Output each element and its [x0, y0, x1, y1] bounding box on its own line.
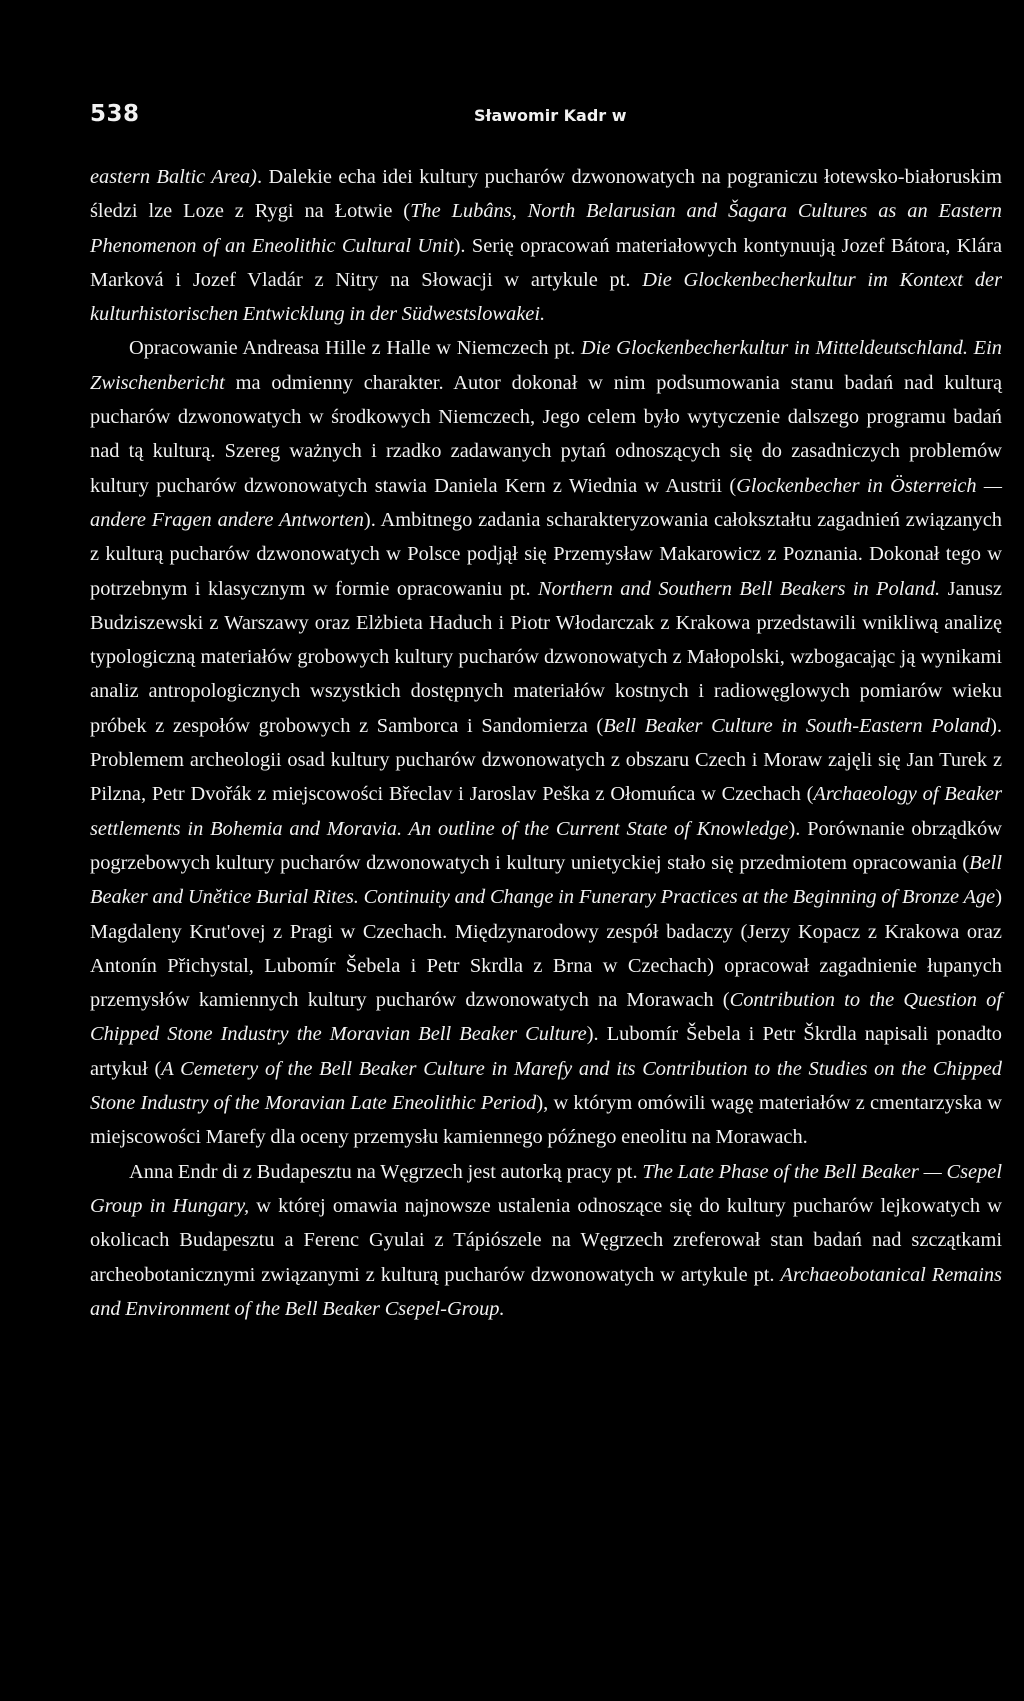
text-run: ma odmienny charakter. Autor dokonał w nim podsumowania stanu badań nad kulturą pucharów dzwonowatych w środkowych Niemczech, Jego celem było wytyczenie dalszego programu badań nad tą kulturą. Szereg ważnych i rzadko zadawanych pytań odnoszących się do zasadniczych problemów kultury pucharów dzwonowatych stawia Daniela Kern z Wiednia w Austrii ( — [90, 371, 1002, 497]
paragraph-2 — [90, 331, 1002, 1154]
text-run: Anna Endr di z Budapesztu na Węgrzech jest autorką pracy pt. — [129, 1160, 643, 1183]
paragraph-3 — [90, 1155, 1002, 1326]
cited-title: eastern Baltic Area) — [90, 166, 257, 188]
cited-title: The Late Phase of the Bell Beaker — Csepel Group in Hungary, — [90, 1160, 1002, 1217]
cited-title: Glockenbecher in Österreich — andere Fragen andere Antworten — [90, 474, 1003, 531]
text-run: ), w którym omówili wagę materiałów z cmentarzyska w miejscowości Marefy dla oceny przemysłu kamiennego późnego eneolitu na Morawach. — [90, 1092, 1002, 1149]
text-run: ). Porównanie obrządków pogrzebowych kultury pucharów dzwonowatych i kultury unietyckiej stało się przedmiotem opracowania ( — [90, 817, 1003, 874]
text-run: w której omawia najnowsze ustalenia odnoszące się do kultury pucharów lejkowatych w okolicach Budapesztu a Ferenc Gyulai z Tápiószele na Węgrzech zreferował stan badań nad szczątkami archeobotanicznymi związanymi z kulturą pucharów dzwonowatych w artykule pt. — [90, 1194, 1002, 1286]
text-run: ) Magdaleny Krut'ovej z Pragi w Czechach. Międzynarodowy zespół badaczy (Jerzy Kopacz z Krakowa oraz Antonín Přichystal, Lubomír Šebela i Petr Skrdla z Brna w Czechach) opracował zagadnienie łupanych przemysłów kamiennych kultury pucharów dzwonowatych na Morawach ( — [90, 886, 1002, 1012]
page-header — [90, 101, 950, 131]
running-head-author: Sławomir Kadr w — [474, 106, 627, 125]
cited-title: Die Glockenbecherkultur in Mitteldeutschland. Ein Zwischenbericht — [90, 337, 1002, 394]
cited-title: Bell Beaker Culture in South-Eastern Poland — [603, 714, 991, 737]
text-run: . Dalekie echa idei kultury pucharów dzwonowatych na pograniczu łotewsko-białoruskim śledzi lze Loze z Rygi na Łotwie ( — [90, 166, 1002, 223]
cited-title: Bell Beaker and Unětice Burial Rites. Continuity and Change in Funerary Practices at the Beginning of Bronze Age — [90, 851, 1002, 909]
cited-title: The Lubâns, North Belarusian and Šagara Cultures as an Eastern Phenomenon of an Eneolithic Cultural Unit — [90, 200, 1002, 257]
text-run: ). Lubomír Šebela i Petr Škrdla napisali ponadto artykuł ( — [90, 1023, 1003, 1080]
paragraph-1 — [90, 160, 1002, 331]
page-number: 538 — [90, 101, 140, 127]
cited-title: Die Glockenbecherkultur im Kontext der kulturhistorischen Entwicklung in der Südwestslowakei. — [90, 268, 1003, 326]
body-text — [90, 160, 1002, 1326]
cited-title: A Cemetery of the Bell Beaker Culture in Marefy and its Contribution to the Studies on the Chipped Stone Industry of the Moravian Late Eneolithic Period — [90, 1057, 1002, 1115]
text-run: Opracowanie Andreasa Hille z Halle w Niemczech pt. — [129, 337, 581, 360]
cited-title: Contribution to the Question of Chipped Stone Industry the Moravian Bell Beaker Culture — [90, 989, 1002, 1046]
text-run: ). Serię opracowań materiałowych kontynuują Jozef Bátora, Klára Marková i Jozef Vladár z Nitry na Słowacji w artykule pt. — [90, 234, 1002, 291]
cited-title: Archaeobotanical Remains and Environment of the Bell Beaker Csepel-Group. — [90, 1263, 1002, 1320]
text-run: Janusz Budziszewski z Warszawy oraz Elżbieta Haduch i Piotr Włodarczak z Krakowa przedstawili wnikliwą analizę typologiczną materiałów grobowych kultury pucharów dzwonowatych z Małopolski, wzbogacając ją wynikami analiz antropologicznych wszystkich dostępnych materiałów kostnych i radiowęglowych pomiarów wieku próbek z zespołów grobowych z Samborca i Sandomierza ( — [90, 577, 1002, 737]
cited-title: Northern and Southern Bell Beakers in Poland. — [538, 577, 941, 600]
text-run: ). Ambitnego zadania scharakteryzowania całokształtu zagadnień związanych z kulturą pucharów dzwonowatych w Polsce podjął się Przemysław Makarowicz z Poznania. Dokonał tego w potrzebnym i klasycznym w formie opracowaniu pt. — [90, 508, 1002, 600]
cited-title: Archaeology of Beaker settlements in Bohemia and Moravia. An outline of the Current State of Knowledge — [90, 783, 1002, 840]
text-run: ). Problemem archeologii osad kultury pucharów dzwonowatych z obszaru Czech i Moraw zajęli się Jan Turek z Pilzna, Petr Dvořák z miejscowości Břeclav i Jaroslav Peška z Ołomuńca w Czechach ( — [90, 714, 1002, 806]
